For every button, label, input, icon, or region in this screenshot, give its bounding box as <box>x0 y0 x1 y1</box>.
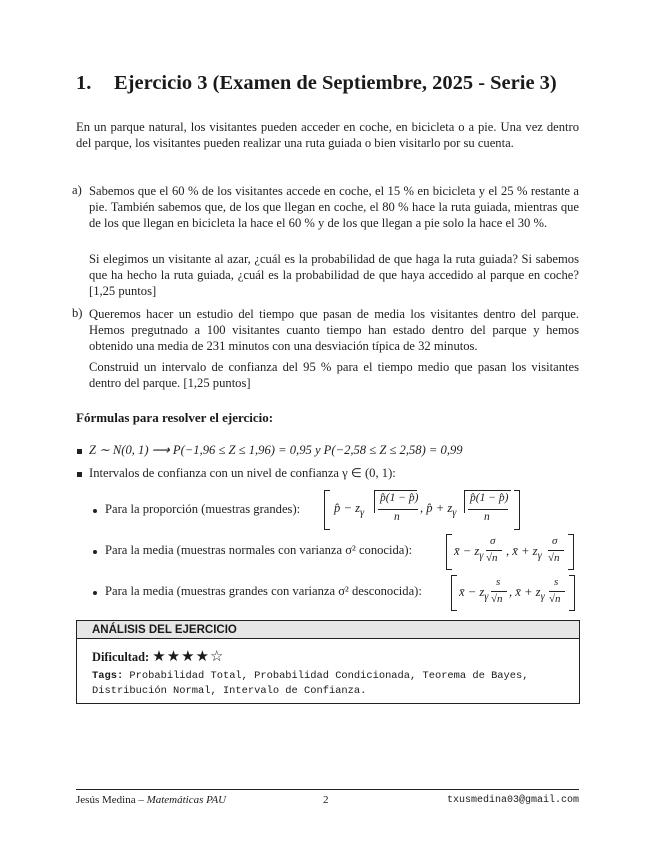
footer-email: txusmedina03@gmail.com <box>446 795 579 806</box>
part-b-paragraph-2: Construid un intervalo de confianza del 95 % para el tiempo medio que pasan los visitantes dentro del parque. [1,25 puntos] <box>89 360 579 390</box>
s-numerator-2: s <box>554 576 559 588</box>
prop-numerator-1: p̂(1 − p̂) <box>380 492 419 504</box>
sqrt-n-2: √n <box>548 552 560 564</box>
footer-book-title: Matemáticas PAU <box>146 794 227 806</box>
intro-paragraph: En un parque natural, los visitantes pueden acceder en coche, en bicicleta o a pie. Una vez dentro del parque, los visitantes pueden realizar una ruta guiada o bien visitarlo por su cuenta. <box>76 120 579 150</box>
page-number: 2 <box>323 794 329 806</box>
tags-text <box>92 669 572 699</box>
section-title-text: Ejercicio 3 (Examen de Septiembre, 2025 - Serie 3) <box>114 72 557 94</box>
sqrt-n-1: √n <box>486 552 498 564</box>
footer-divider <box>76 789 579 790</box>
mean-known-formula: x̄ − $z_\gamma$ σ √n , x̄ + $z_\gamma$ σ √n <box>444 532 579 572</box>
prop-numerator-2: p̂(1 − p̂) <box>470 492 509 504</box>
proportion-formula: p̂ − $z_\gamma$ p̂(1 − p̂) n , p̂ + $z_\gamma$ p̂(1 − p̂) n <box>320 488 525 530</box>
intervals-line: Intervalos de confianza con un nivel de confianza γ ∈ (0, 1): <box>89 466 396 480</box>
tags-content: Tags: Probabilidad Total, Probabilidad Condicionada, Teorema de Bayes, Distribución Normal, Intervalo de Confianza. <box>92 670 529 697</box>
part-a-paragraph-1: Sabemos que el 60 % de los visitantes accede en coche, el 15 % en bicicleta y el 25 % restante a pie. También sabemos que, de los que llegan en coche, el 80 % hace la ruta guiada, mientras que de los que llegan en bicicleta la hace el 60 % y de los que llegan a pie solo la hace el 30 %. <box>89 184 579 230</box>
bullet-dot <box>93 509 97 513</box>
mean-unknown-formula: x̄ − $z_\gamma$ s √n , x̄ + $z_\gamma$ s √n <box>449 573 579 613</box>
difficulty-row <box>92 647 225 666</box>
part-a-label: a) <box>72 183 82 197</box>
sqrt-n-4: √n <box>549 593 561 605</box>
analysis-heading: ANÁLISIS DEL EJERCICIO <box>77 621 579 639</box>
prop-denominator-2: n <box>484 511 490 523</box>
prop-denominator-1: n <box>394 511 400 523</box>
sigma-numerator-2: σ <box>552 535 558 547</box>
analysis-box <box>76 620 580 704</box>
star-rating-icon: ★★★★☆ <box>152 649 225 665</box>
section-title <box>76 72 586 95</box>
normal-distribution-formula: Z ∼ N(0, 1) ⟶ P(−1,96 ≤ Z ≤ 1,96) = 0,95 y P(−2,58 ≤ Z ≤ 2,58) = 0,99 <box>89 443 463 457</box>
bullet-square <box>77 449 82 454</box>
bullet-square <box>77 472 82 477</box>
part-b-paragraph-1: Queremos hacer un estudio del tiempo que pasan de media los visitantes dentro del parque. Hemos pregutnado a 100 visitantes cuanto tiempo han estado dentro del parque y hemos obtenido una media de 231 minutos con una desviación típica de 32 minutos. <box>89 307 579 353</box>
bullet-dot <box>93 591 97 595</box>
sqrt-n-3: √n <box>491 593 503 605</box>
section-number: 1. <box>76 72 92 94</box>
formulas-heading: Fórmulas para resolver el ejercicio: <box>76 410 274 425</box>
difficulty-label: Dificultad: <box>92 650 150 664</box>
s-numerator-1: s <box>496 576 501 588</box>
mean-known-label: Para la media (muestras normales con varianza σ² conocida): <box>105 543 413 557</box>
mean-unknown-label: Para la media (muestras grandes con varianza σ² desconocida): <box>105 584 422 598</box>
footer-author-name: Jesús Medina – <box>76 794 147 806</box>
part-b-label: b) <box>72 306 83 320</box>
part-a-paragraph-2: Si elegimos un visitante al azar, ¿cuál es la probabilidad de que haga la ruta guiada? Si sabemos que ha hecho la ruta guiada, ¿cuál es la probabilidad de que haya accedido al parque en coche? [1,25 puntos] <box>89 252 579 298</box>
bullet-dot <box>93 550 97 554</box>
sigma-numerator-1: σ <box>490 535 496 547</box>
proportion-label: Para la proporción (muestras grandes): <box>105 502 301 516</box>
footer-author <box>76 794 226 806</box>
